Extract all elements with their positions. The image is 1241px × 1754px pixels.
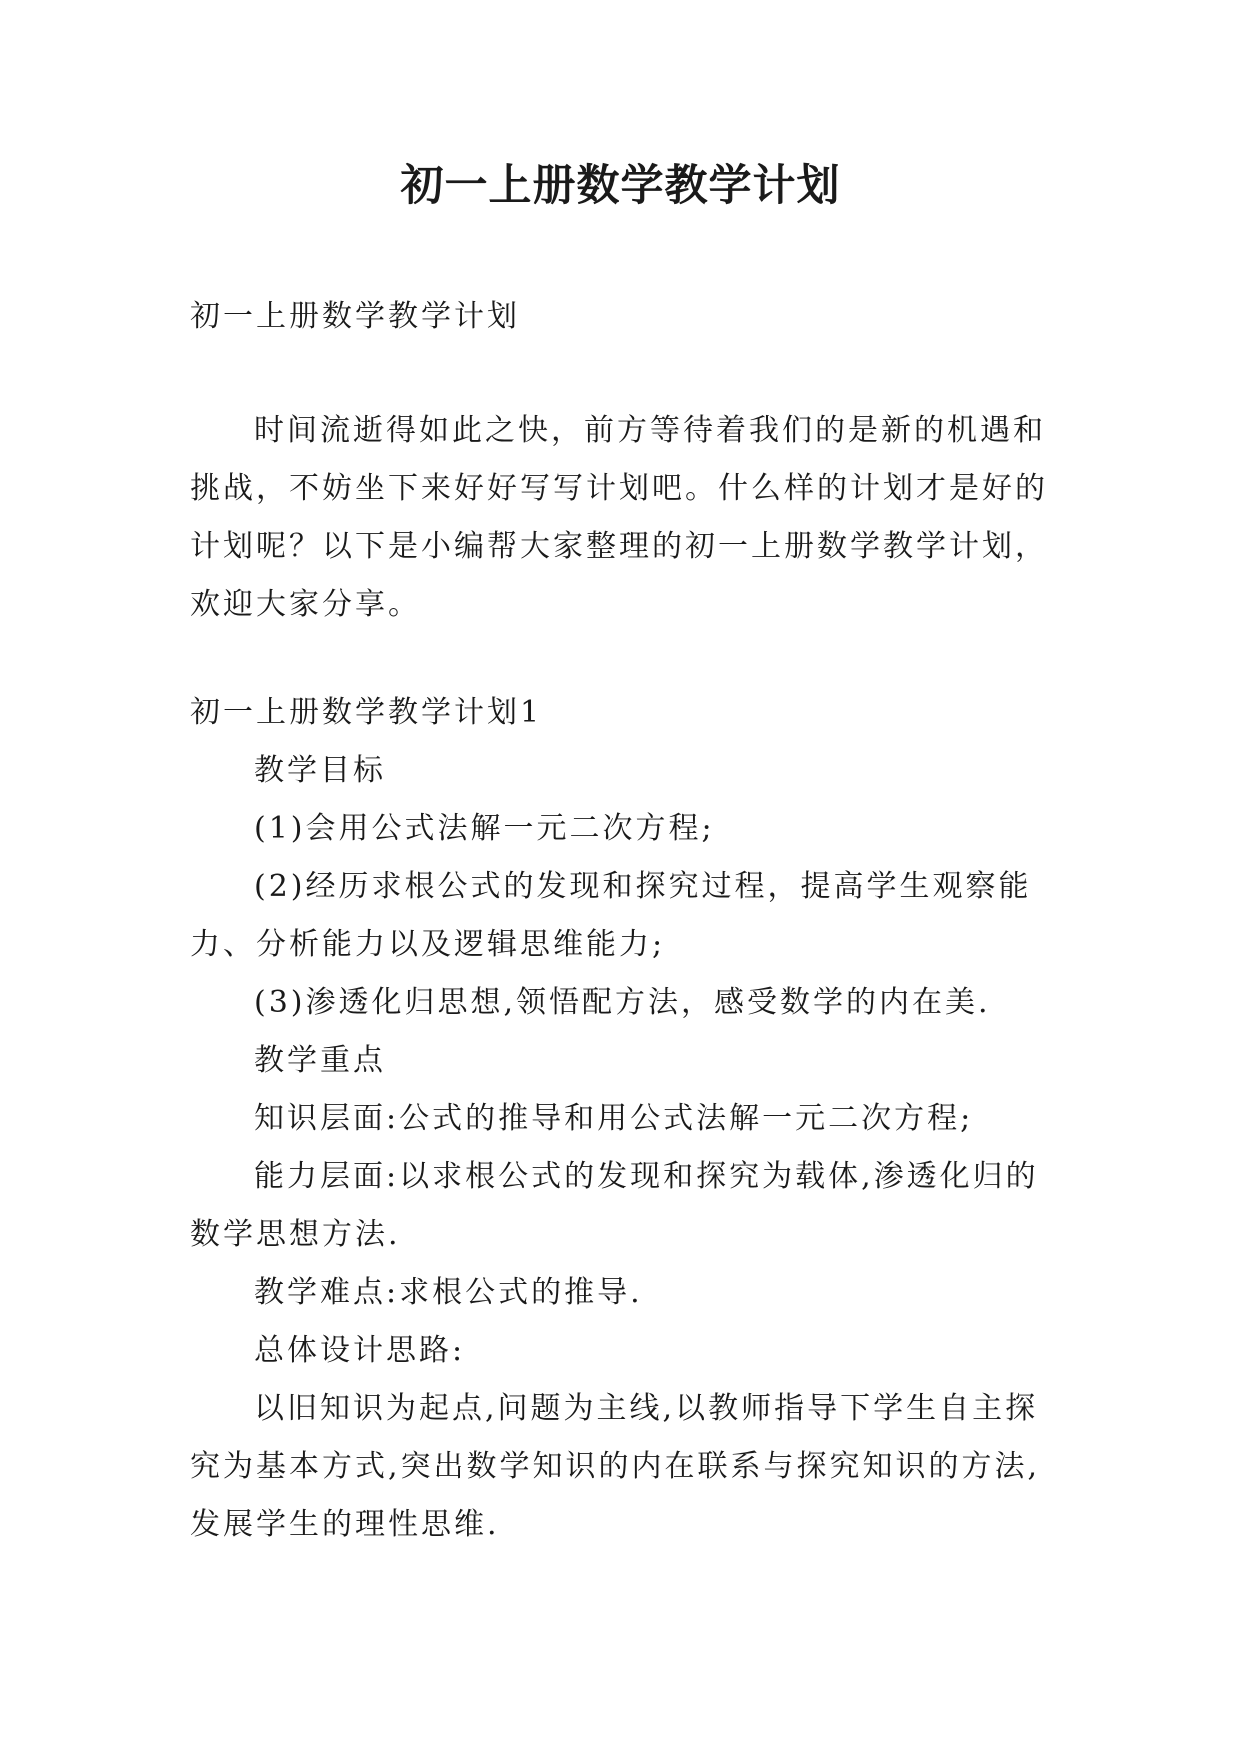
paragraph-key-points: 教学重点 bbox=[254, 1043, 386, 1078]
paragraph-goal-3: (3)渗透化归思想,领悟配方法，感受数学的内在美. bbox=[254, 985, 991, 1020]
section-heading: 初一上册数学教学计划1 bbox=[190, 695, 543, 730]
document-title: 初一上册数学教学计划 bbox=[400, 161, 841, 211]
paragraph-teaching-goals: 教学目标 bbox=[254, 753, 386, 788]
paragraph-design-detail: 以旧知识为起点,问题为主线,以教师指导下学生自主探究为基本方式,突出数学知识的内在联系与探究知识的方法,发展学生的理性思维. bbox=[190, 1391, 1041, 1542]
document-body bbox=[190, 288, 1070, 1554]
spacer bbox=[190, 634, 1070, 684]
spacer bbox=[190, 346, 1070, 402]
paragraph-goal-2: (2)经历求根公式的发现和探究过程，提高学生观察能力、分析能力以及逻辑思维能力; bbox=[190, 869, 1032, 962]
paragraph-goal-1: (1)会用公式法解一元二次方程; bbox=[254, 811, 715, 846]
paragraph-difficulty: 教学难点:求根公式的推导. bbox=[254, 1275, 643, 1310]
paragraph-ability-level: 能力层面:以求根公式的发现和探究为载体,渗透化归的数学思想方法. bbox=[190, 1159, 1039, 1252]
paragraph-knowledge-level: 知识层面:公式的推导和用公式法解一元二次方程; bbox=[254, 1101, 974, 1136]
document-subtitle: 初一上册数学教学计划 bbox=[190, 299, 520, 334]
paragraph-design-idea: 总体设计思路: bbox=[254, 1333, 466, 1368]
intro-paragraph: 时间流逝得如此之快，前方等待着我们的是新的机遇和挑战，不妨坐下来好好写写计划吧。什么样的计划才是好的计划呢？以下是小编帮大家整理的初一上册数学教学计划，欢迎大家分享。 bbox=[190, 413, 1048, 622]
